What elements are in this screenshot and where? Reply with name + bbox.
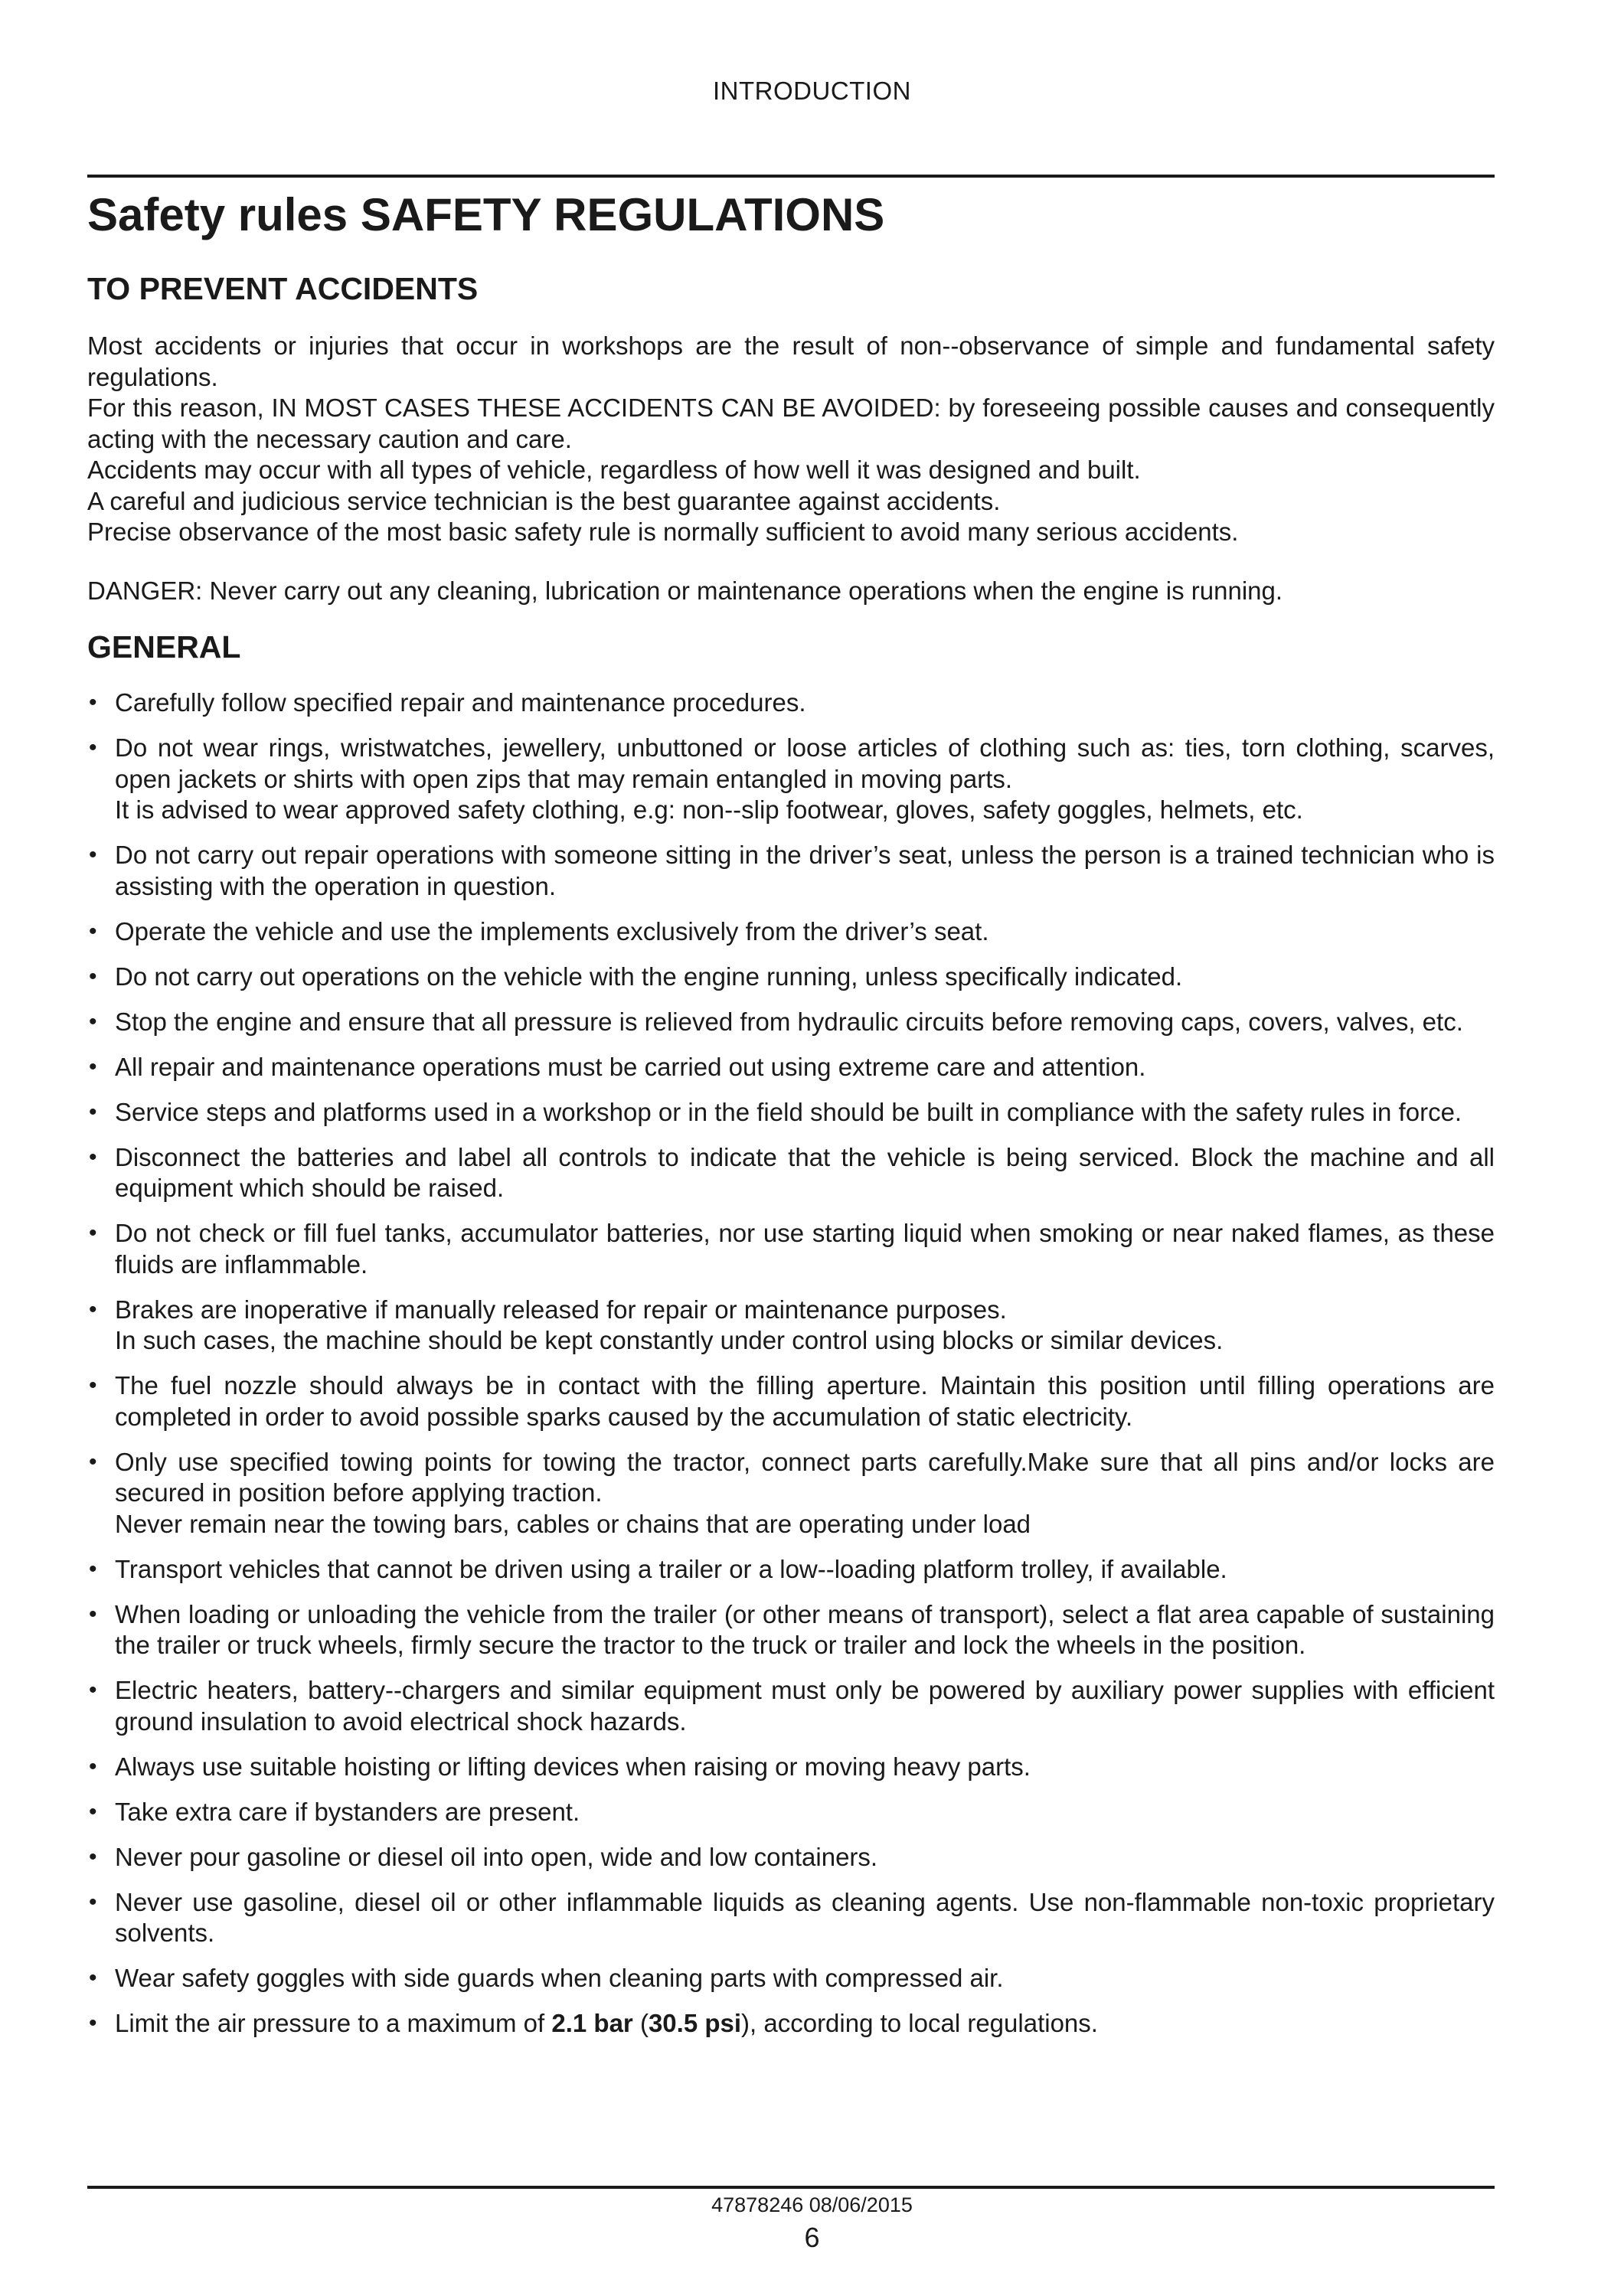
page-title: Safety rules SAFETY REGULATIONS	[87, 189, 885, 240]
item-text: Service steps and platforms used in a workshop or in the field should be built in compliance with the safety rules in force.	[115, 1097, 1462, 1126]
list-item	[87, 916, 1495, 948]
list-item	[87, 1554, 1495, 1586]
bullet-icon: •	[89, 1144, 97, 1170]
list-item	[87, 1052, 1495, 1083]
bullet-icon: •	[89, 918, 97, 944]
item-text: When loading or unloading the vehicle from the trailer (or other means of transport), select a flat area capable of sustaining the trailer or truck wheels, firmly secure the tractor to the truck or trailer and lock the wheels in the position.	[115, 1599, 1495, 1659]
list-item	[87, 1218, 1495, 1280]
page-header: INTRODUCTION	[713, 77, 911, 105]
bullet-icon: •	[89, 1677, 97, 1703]
general-rules-list	[87, 687, 1495, 2040]
item-text: Operate the vehicle and use the implements exclusively from the driver’s seat.	[115, 916, 989, 946]
bullet-icon: •	[89, 1099, 97, 1125]
bullet-icon: •	[89, 1798, 97, 1824]
bullet-icon: •	[89, 1965, 97, 1991]
list-item	[87, 1752, 1495, 1783]
section-heading-general: GENERAL	[87, 629, 241, 665]
bullet-icon: •	[89, 690, 97, 715]
list-item	[87, 1842, 1495, 1873]
list-item	[87, 1887, 1495, 1949]
list-item	[87, 1295, 1495, 1357]
list-item	[87, 1447, 1495, 1540]
item-text: Carefully follow specified repair and maintenance procedures.	[115, 688, 806, 717]
item-text: Only use specified towing points for towing the tractor, connect parts carefully.Make sure that all pins and/or locks are secured in position before applying traction.	[115, 1447, 1495, 1507]
item-text: Never use gasoline, diesel oil or other inflammable liquids as cleaning agents. Use non-flammable non-toxic proprietary solvents.	[115, 1887, 1495, 1947]
list-item	[87, 1142, 1495, 1204]
paragraph: For this reason, IN MOST CASES THESE ACCIDENTS CAN BE AVOIDED: by foreseeing possible causes and consequently acting with the necessary caution and care.	[87, 394, 1495, 453]
item-text: Stop the engine and ensure that all pressure is relieved from hydraulic circuits before removing caps, covers, valves, etc.	[115, 1007, 1463, 1036]
item-text: Always use suitable hoisting or lifting devices when raising or moving heavy parts.	[115, 1752, 1031, 1781]
item-extra-text: It is advised to wear approved safety clothing, e.g: non--slip footwear, gloves, safety goggles, helmets, etc.	[115, 795, 1303, 824]
list-item	[87, 1963, 1495, 1994]
bullet-icon: •	[89, 1008, 97, 1034]
bullet-icon: •	[89, 1889, 97, 1915]
paragraph: Most accidents or injuries that occur in workshops are the result of non--observance of simple and fundamental safety regulations.	[87, 331, 1495, 391]
bullet-icon: •	[89, 1373, 97, 1398]
list-item	[87, 1599, 1495, 1661]
item-text: Do not carry out operations on the vehicle with the engine running, unless specifically indicated.	[115, 962, 1183, 991]
bullet-icon: •	[89, 842, 97, 867]
bullet-icon: •	[89, 1053, 97, 1079]
list-item	[87, 733, 1495, 826]
item-extra-text: In such cases, the machine should be kept constantly under control using blocks or similar devices.	[115, 1326, 1224, 1354]
page-number: 6	[804, 2222, 820, 2253]
document-body	[87, 178, 1495, 2053]
item-text: Electric heaters, battery--chargers and similar equipment must only be powered by auxiliary power supplies with efficient ground insulation to avoid electrical shock hazards.	[115, 1676, 1495, 1736]
paragraph: Accidents may occur with all types of vehicle, regardless of how well it was designed and built.	[87, 456, 1141, 484]
item-text: Brakes are inoperative if manually released for repair or maintenance purposes.	[115, 1295, 1007, 1324]
bullet-icon: •	[89, 963, 97, 989]
item-text: Do not wear rings, wristwatches, jewellery, unbuttoned or loose articles of clothing such as: ties, torn clothing, scarves, open jackets or shirts with open zips that may remain entangled in moving parts.	[115, 733, 1495, 793]
item-text: Limit the air pressure to a maximum of	[115, 2009, 552, 2037]
item-text: Do not check or fill fuel tanks, accumulator batteries, nor use starting liquid when smoking or near naked flames, as these fluids are inflammable.	[115, 1219, 1495, 1279]
prevent-accidents-text	[87, 331, 1495, 548]
list-item	[87, 1007, 1495, 1038]
item-text: All repair and maintenance operations must be carried out using extreme care and attention.	[115, 1052, 1146, 1081]
item-text: Never pour gasoline or diesel oil into open, wide and low containers.	[115, 1842, 878, 1871]
item-text: Transport vehicles that cannot be driven using a trailer or a low--loading platform trolley, if available.	[115, 1554, 1227, 1583]
bullet-icon: •	[89, 735, 97, 760]
item-text: The fuel nozzle should always be in contact with the filling aperture. Maintain this position until filling operations are completed in order to avoid possible sparks caused by the accumulation of static electricity.	[115, 1371, 1495, 1431]
item-text: ), according to local regulations.	[741, 2009, 1098, 2037]
bullet-icon: •	[89, 1448, 97, 1475]
bullet-icon: •	[89, 1844, 97, 1870]
bullet-icon: •	[89, 1601, 97, 1627]
list-item	[87, 1675, 1495, 1737]
danger-notice: DANGER: Never carry out any cleaning, lubrication or maintenance operations when the engine is running.	[87, 576, 1283, 605]
list-item	[87, 1370, 1495, 1432]
section-heading-prevent-accidents: TO PREVENT ACCIDENTS	[87, 271, 479, 306]
bullet-icon: •	[89, 1753, 97, 1779]
pressure-psi-value: 30.5 psi	[648, 2009, 742, 2037]
list-item	[87, 962, 1495, 993]
item-extra-text: Never remain near the towing bars, cables or chains that are operating under load	[115, 1509, 1031, 1538]
document-reference: 47878246 08/06/2015	[711, 2193, 913, 2216]
footer-divider	[87, 2186, 1495, 2189]
list-item	[87, 687, 1495, 719]
list-item	[87, 2008, 1495, 2040]
bullet-icon: •	[89, 1296, 97, 1322]
item-text: Wear safety goggles with side guards when cleaning parts with compressed air.	[115, 1964, 1004, 1992]
paragraph: A careful and judicious service technician is the best guarantee against accidents.	[87, 486, 1001, 515]
list-item	[87, 1797, 1495, 1828]
item-text: (	[632, 2009, 649, 2037]
pressure-bar-value: 2.1 bar	[551, 2009, 633, 2037]
item-text: Disconnect the batteries and label all controls to indicate that the vehicle is being serviced. Block the machine and all equipment which should be raised.	[115, 1142, 1495, 1202]
list-item	[87, 840, 1495, 902]
bullet-icon: •	[89, 1556, 97, 1582]
item-text: Take extra care if bystanders are present.	[115, 1797, 580, 1826]
paragraph: Precise observance of the most basic safety rule is normally sufficient to avoid many serious accidents.	[87, 518, 1239, 546]
bullet-icon: •	[89, 2010, 97, 2036]
bullet-icon: •	[89, 1220, 97, 1246]
item-text: Do not carry out repair operations with someone sitting in the driver’s seat, unless the person is a trained technician who is assisting with the operation in question.	[115, 841, 1495, 900]
list-item	[87, 1097, 1495, 1128]
